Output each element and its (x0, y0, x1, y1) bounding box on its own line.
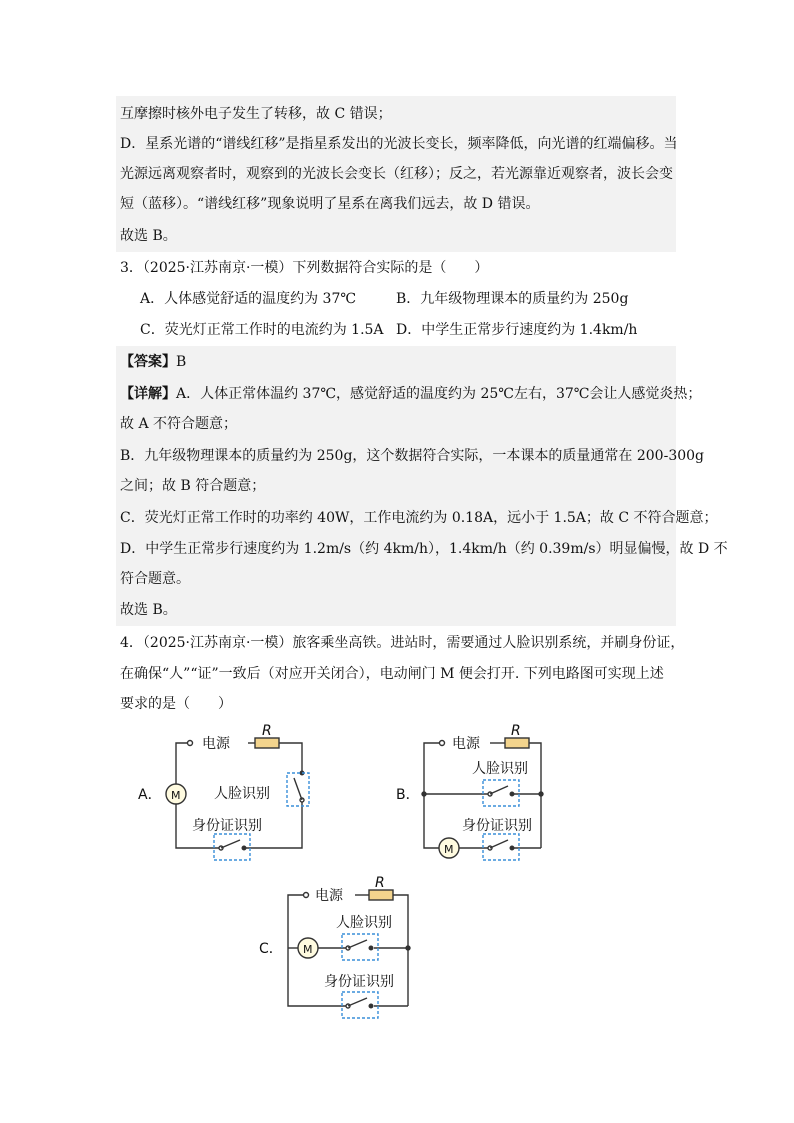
question-4-stem: 要求的是（ ） (120, 696, 232, 712)
circuit-c-motor-label: M (303, 943, 313, 956)
detail-line: B．九年级物理课本的质量约为 250g，这个数据符合实际，一本课本的质量通常在 200-300g (120, 448, 705, 464)
detail-line: C．荧光灯正常工作时的功率约 40W，工作电流约为 0.18A，远小于 1.5A；故 C 不符合题意； (120, 510, 718, 526)
detail-line: 故 A 不符合题意； (120, 416, 238, 432)
circuit-a-power-label: 电源 (202, 736, 230, 752)
detail-label: 【详解】 (120, 386, 176, 402)
circuit-b-id-label: 身份证识别 (462, 818, 532, 834)
answer-value: B (176, 354, 187, 370)
detail-line: D．中学生正常步行速度约为 1.2m/s（约 4km/h），1.4km/h（约 0.39m/s）明显偏慢，故 D 不 (120, 541, 728, 557)
question-4-stem: 在确保“人”“证”一致后（对应开关闭合），电动闸门 M 便会打开. 下列电路图可实现上述 (120, 666, 664, 682)
option-a: A．人体感觉舒适的温度约为 37℃ (140, 291, 357, 307)
circuit-b (422, 738, 543, 860)
detail-line: 符合题意。 (120, 571, 190, 587)
option-b: B．九年级物理课本的质量约为 250g (396, 291, 629, 307)
option-d: D．中学生正常步行速度约为 1.4km/h (396, 322, 638, 338)
text-line: 光源远离观察者时，观察到的光波长会变长（红移）；反之，若光源靠近观察者，波长会变 (120, 166, 673, 182)
text-line: 互摩擦时核外电子发生了转移，故 C 错误； (120, 106, 392, 122)
option-c: C．荧光灯正常工作时的电流约为 1.5A (140, 322, 384, 338)
circuit-c-power-label: 电源 (315, 888, 343, 904)
circuit-c-face-label: 人脸识别 (336, 915, 392, 931)
text-line: D．星系光谱的“谱线红移”是指星系发出的光波长变长，频率降低，向光谱的红端偏移。当 (120, 136, 678, 152)
detail-line: 之间；故 B 符合题意； (120, 478, 266, 494)
answer-label: 【答案】 (120, 354, 176, 370)
text-line: 短（蓝移）。“谱线红移”现象说明了星系在离我们远去，故 D 错误。 (120, 196, 540, 212)
circuit-b-option-label: B． (396, 787, 420, 803)
circuit-a-face-label: 人脸识别 (214, 786, 270, 802)
circuit-c-resistor-label: R (375, 875, 385, 891)
circuit-b-power-label: 电源 (452, 736, 480, 752)
circuit-b-motor-label: M (444, 843, 454, 856)
question-4-stem: 4．（2025·江苏南京·一模）旅客乘坐高铁。进站时，需要通过人脸识别系统，并刷身份证， (120, 635, 685, 651)
text-line: 故选 B。 (120, 228, 177, 244)
circuit-c-id-label: 身份证识别 (324, 974, 394, 990)
detail-line: 故选 B。 (120, 602, 177, 618)
circuit-b-resistor-label: R (511, 723, 521, 739)
circuit-a-motor-label: M (171, 789, 181, 802)
circuit-c-option-label: C． (259, 941, 283, 957)
circuit-a-resistor-label: R (262, 723, 272, 739)
circuit-a-id-label: 身份证识别 (192, 818, 262, 834)
circuit-a-option-label: A． (138, 787, 162, 803)
detail-text: A．人体正常体温约 37℃，感觉舒适的温度约为 25℃左右，37℃会让人感觉炎热； (176, 386, 702, 402)
circuit-b-face-label: 人脸识别 (472, 761, 528, 777)
question-3-stem: 3．（2025·江苏南京·一模）下列数据符合实际的是（ ） (120, 260, 489, 276)
